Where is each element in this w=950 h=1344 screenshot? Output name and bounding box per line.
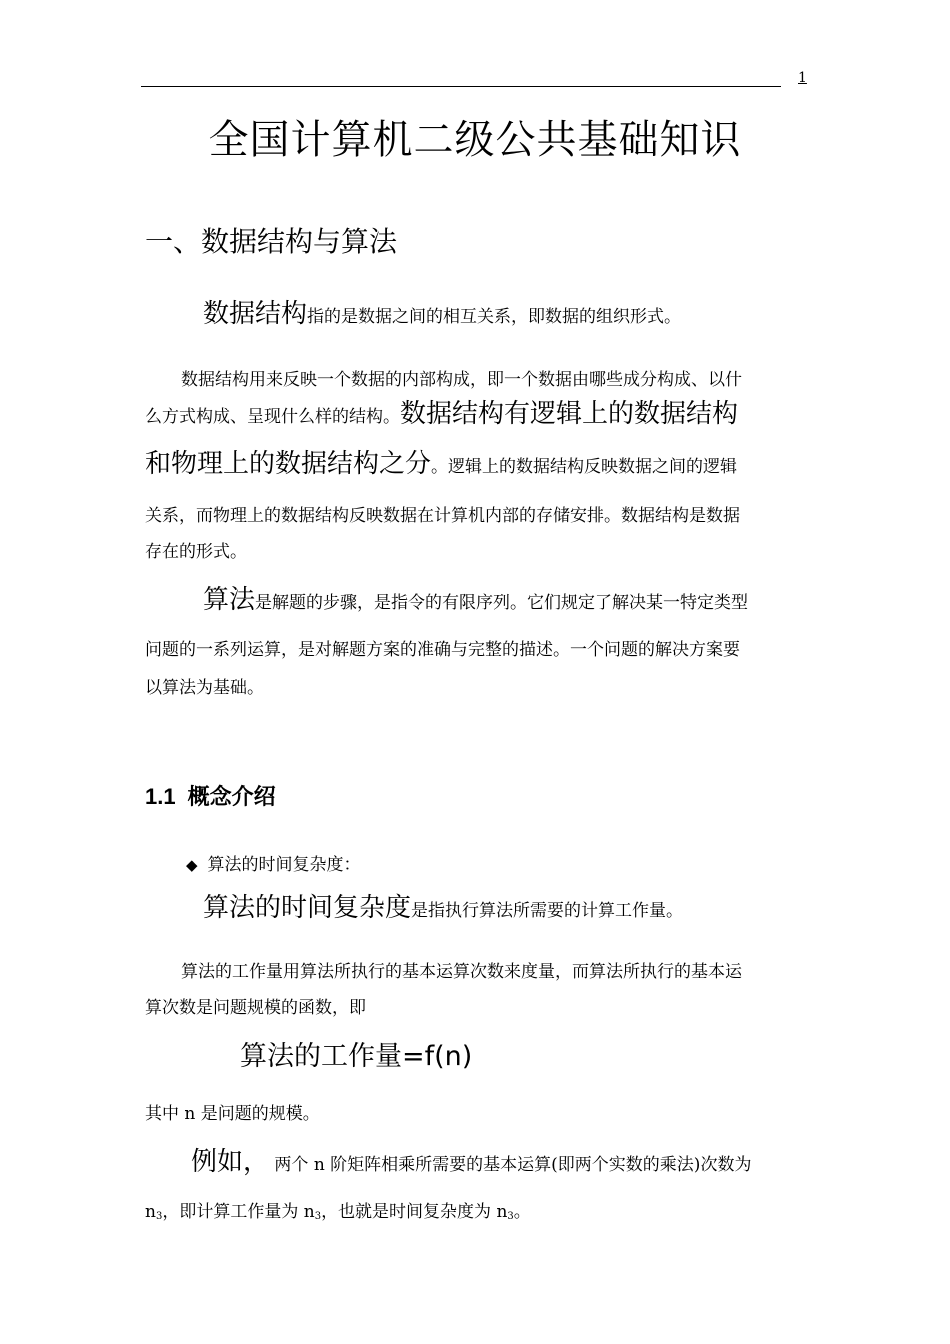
- paragraph-line: 其中 n 是问题的规模。: [145, 1104, 320, 1124]
- section-title: 概念介绍: [187, 784, 276, 809]
- paragraph-line: 以算法为基础。: [145, 678, 264, 698]
- paragraph-text: 。: [513, 1202, 531, 1222]
- paragraph-line: 问题的一系列运算，是对解题方案的准确与完整的描述。一个问题的解决方案要: [145, 640, 740, 660]
- page-number: 1: [798, 70, 807, 86]
- paragraph-text: 是解题的步骤，是指令的有限序列。它们规定了解决某一特定类型: [255, 593, 749, 613]
- paragraph-text: 么方式构成、呈现什么样的结构。: [145, 407, 400, 427]
- paragraph-line: 数据结构用来反映一个数据的内部构成，即一个数据由哪些成分构成、以什: [181, 370, 742, 390]
- exponent: 3: [507, 1211, 514, 1222]
- paragraph-line: [145, 396, 810, 435]
- term-time-complexity: 算法的时间复杂度: [203, 893, 412, 923]
- paragraph-line: 算次数是问题规模的函数，即: [145, 998, 366, 1018]
- section-heading-1: 一、数据结构与算法: [145, 225, 398, 258]
- paragraph-line: [145, 1144, 856, 1183]
- exponent: 3: [155, 1211, 163, 1222]
- paragraph-line: [145, 1194, 810, 1235]
- paragraph-text: 两个 n 阶矩阵相乘所需要的基本运算(即两个实数的乘法)次数为: [269, 1155, 752, 1175]
- bullet-text: 算法的时间复杂度：: [207, 855, 361, 875]
- paragraph-line: 关系，而物理上的数据结构反映数据在计算机内部的存储安排。数据结构是数据: [145, 506, 740, 526]
- diamond-bullet-icon: ◆: [186, 856, 198, 874]
- term-data-structure: 数据结构: [203, 299, 308, 329]
- paragraph-line: [145, 446, 810, 485]
- emphasized-text: 数据结构有逻辑上的数据结构: [400, 399, 739, 429]
- term-algorithm: 算法: [203, 585, 256, 615]
- term-example: 例如，: [191, 1147, 270, 1177]
- section-number: 1.1: [145, 784, 176, 809]
- definition-text: 指的是数据之间的相互关系，即数据的组织形式。: [307, 307, 682, 327]
- paragraph-line: [145, 582, 868, 621]
- paragraph-text: ，也就是时间复杂度为: [321, 1202, 497, 1222]
- definition-text: 是指执行算法所需要的计算工作量。: [411, 901, 684, 921]
- header-rule: [141, 86, 781, 87]
- exponent: 3: [314, 1211, 322, 1222]
- document-title: 全国计算机二级公共基础知识: [208, 117, 742, 163]
- bullet-item: [186, 850, 361, 875]
- paragraph-data-structure-def: [145, 296, 868, 335]
- paragraph-line: 存在的形式。: [145, 542, 247, 562]
- variable-n: n: [145, 1202, 156, 1222]
- emphasized-text: 和物理上的数据结构之分: [145, 449, 432, 479]
- paragraph-text: ，即计算工作量为: [162, 1202, 304, 1222]
- section-heading-1-1: [145, 780, 276, 811]
- paragraph-line: 算法的工作量用算法所执行的基本运算次数来度量，而算法所执行的基本运: [181, 962, 742, 982]
- paragraph-time-complexity-def: [145, 890, 868, 929]
- variable-n: n: [496, 1202, 508, 1222]
- variable-n: n: [303, 1202, 315, 1222]
- formula-workload: 算法的工作量=f(n): [240, 1041, 473, 1072]
- paragraph-text: 。逻辑上的数据结构反映数据之间的逻辑: [431, 457, 738, 477]
